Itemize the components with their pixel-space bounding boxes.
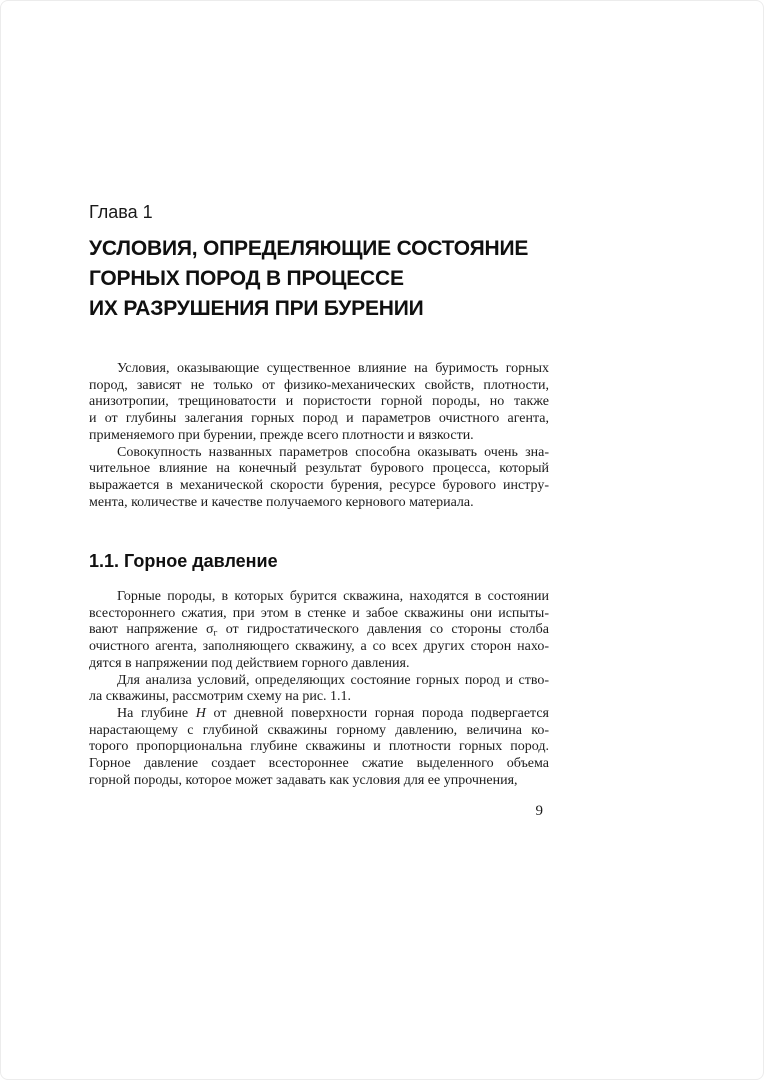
text-line: горной породы, которое может задавать как условия для ее упрочнения,: [89, 772, 518, 788]
chapter-title-line: ИХ РАЗРУШЕНИЯ ПРИ БУРЕНИИ: [89, 297, 424, 320]
italic-variable: H: [195, 705, 206, 721]
paragraph: [89, 673, 549, 706]
text-line: и от глубины залегания горных пород и параметров очистного агента,: [89, 411, 549, 427]
text-line: Горное давление создает всестороннее сжатие выделенного объема: [89, 756, 549, 772]
text-line: вают напряжение $\sigma_г$ от гидростатического давления со стороны столба: [89, 622, 549, 640]
section-paragraphs: [89, 589, 549, 789]
text-line: Совокупность названных параметров способна оказывать очень зна-: [117, 444, 549, 460]
chapter-title: [89, 234, 569, 324]
text-line: выражается в механической скорости бурения, ресурсе бурового инстру-: [89, 477, 549, 493]
text-line: Условия, оказывающие существенное влияние на буримость горных: [117, 361, 549, 376]
subscript-text: г: [213, 629, 218, 640]
text-line: всестороннего сжатия, при этом в стенке и забое скважины они испыты-: [89, 605, 549, 621]
paragraph: [89, 706, 549, 790]
section-heading: 1.1. Горное давление: [89, 551, 278, 571]
intro-paragraphs: [89, 361, 549, 511]
page-number: 9: [535, 803, 543, 819]
text-line: нарастающему с глубиной скважины горному давлению, величина ко-: [89, 722, 549, 738]
paragraph: [89, 445, 549, 512]
text-line: ла скважины, рассмотрим схему на рис. 1.1.: [89, 689, 352, 705]
paragraph: [89, 361, 549, 445]
text-line: мента, количестве и качестве получаемого кернового материала.: [89, 494, 474, 510]
text-line: анизотропии, трещиноватости и пористости горной породы, но также: [89, 394, 549, 410]
text-line: пород, зависят не только от физико-механических свойств, плотности,: [89, 377, 549, 393]
text-line: На глубине H от дневной поверхности горная порода подвергается: [117, 705, 549, 721]
text-line: Для анализа условий, определяющих состояние горных пород и ство-: [117, 672, 549, 688]
text-line: торого пропорциональна глубине скважины и плотности горных пород.: [89, 739, 549, 755]
chapter-title-line: ГОРНЫХ ПОРОД В ПРОЦЕССЕ: [89, 267, 404, 290]
text-line: дятся в напряжении под действием горного давления.: [89, 655, 410, 671]
chapter-title-line: УСЛОВИЯ, ОПРЕДЕЛЯЮЩИЕ СОСТОЯНИЕ: [89, 237, 529, 260]
text-line: чительное влияние на конечный результат бурового процесса, который: [89, 461, 549, 477]
text-line: применяемого при бурении, прежде всего плотности и вязкости.: [89, 427, 474, 443]
paragraph: [89, 589, 549, 673]
text-line: очистного агента, заполняющего скважину, а со всех других сторон нахо-: [89, 639, 549, 655]
text-line: Горные породы, в которых бурится скважина, находятся в состоянии: [117, 589, 549, 604]
chapter-label: Глава 1: [89, 202, 153, 222]
